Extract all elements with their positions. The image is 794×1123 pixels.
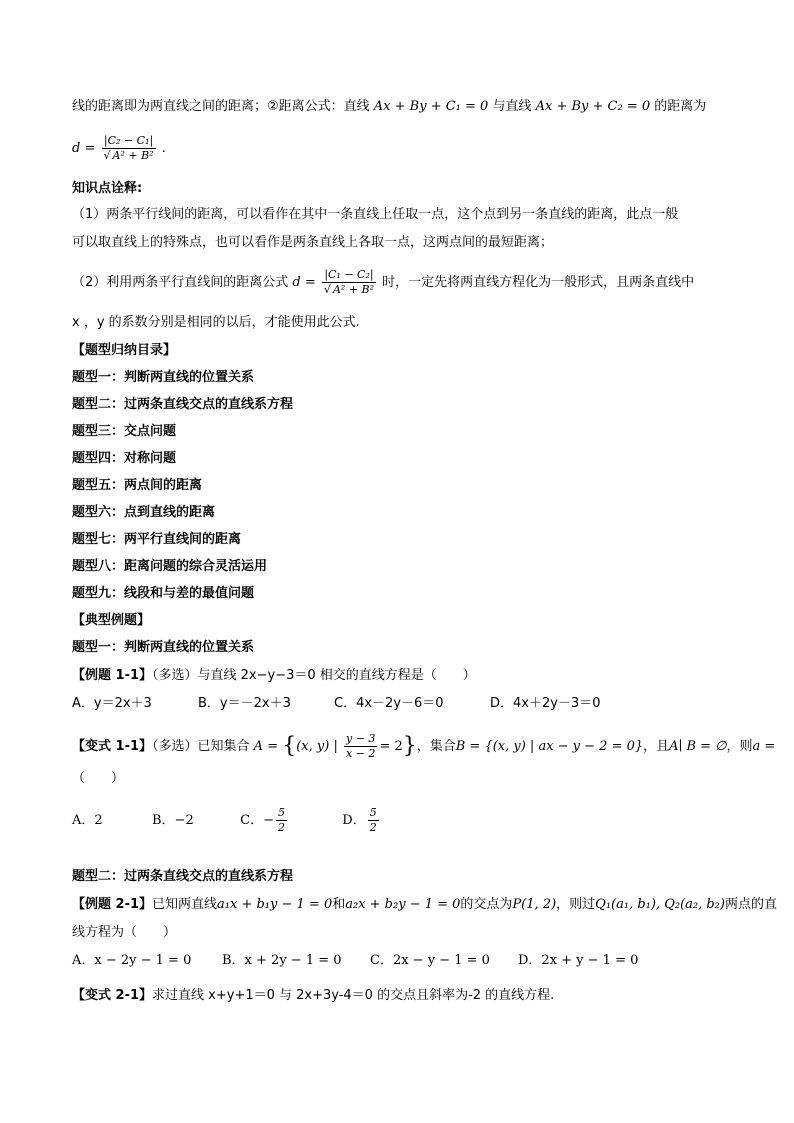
fraction-numerator: 5 <box>369 806 377 819</box>
notes-p2-l1 <box>72 268 694 297</box>
notes-title: 知识点诠释: <box>72 181 143 196</box>
formula-denominator: √ A² + B² <box>323 283 374 296</box>
option-c: C．2x − y − 1 = 0 <box>370 953 490 968</box>
example-text: 和 <box>332 897 346 912</box>
variant-1-1-paren: （ ） <box>72 771 125 786</box>
example-2-1 <box>72 896 777 914</box>
notes-p1-l1: （1）两条平行线间的距离，可以看作在其中一条直线上任取一点，这个点到另一条直线的距离，此点一般 <box>72 207 679 222</box>
unknown-a: a = <box>752 739 776 754</box>
variant-text: ，则 <box>726 739 753 754</box>
formula-fraction <box>102 134 156 163</box>
point-p: P(1, 2) <box>512 897 557 912</box>
line-equation-2: Ax + By + C₂ = 0 <box>535 99 651 114</box>
period: . <box>161 141 166 156</box>
fraction-numerator: y − 3 <box>345 732 376 745</box>
toc-item: 题型八：距离问题的综合灵活运用 <box>72 559 268 574</box>
formula-lhs: d = <box>72 141 96 156</box>
formula-lhs: d = <box>292 275 316 290</box>
toc-item: 题型三：交点问题 <box>72 424 177 439</box>
example-label: 【例题 1-1】 <box>72 668 153 683</box>
option-d: D．4x＋2y－3＝0 <box>490 696 601 711</box>
toc-item: 题型一：判断两直线的位置关系 <box>72 370 255 385</box>
example-text: 已知两直线 <box>152 897 218 912</box>
notes-p2-l2: x ，y 的系数分别是相同的以后，才能使用此公式. <box>72 315 360 330</box>
example-1-1 <box>72 667 476 685</box>
example-text: 两点的直 <box>724 897 777 912</box>
distance-formula <box>72 134 166 163</box>
example-label: 【例题 2-1】 <box>72 897 153 912</box>
notes-text: （2）利用两条平行直线间的距离公式 <box>72 275 289 290</box>
variant-text: （多选）已知集合 <box>152 739 250 754</box>
variant-text: ，且 <box>643 739 670 754</box>
option-c-fraction <box>276 806 287 835</box>
sqrt-content: A² + B² <box>332 283 374 296</box>
points-q: Q₁(a₁, b₁), Q₂(a₂, b₂) <box>595 897 725 912</box>
variant-text: ，集合 <box>416 739 456 754</box>
example-1-1-options <box>72 695 600 713</box>
fraction-denominator: 2 <box>369 821 377 834</box>
toc-item: 题型九：线段和与差的最值问题 <box>72 586 255 601</box>
option-a: A．x − 2y − 1 = 0 <box>72 953 192 968</box>
example-2-1-options <box>72 952 638 970</box>
set-b: B = {(x, y) | ax − y − 2 = 0} <box>455 739 644 754</box>
option-a: A．2 <box>72 813 103 828</box>
variant-text: 求过直线 x+y+1＝0 与 2x+3y-4＝0 的交点且斜率为-2 的直线方程. <box>152 988 555 1003</box>
brace-open: { <box>282 733 297 759</box>
option-c <box>240 806 338 835</box>
variant-2-1 <box>72 987 554 1005</box>
section-title-1: 题型一：判断两直线的位置关系 <box>72 640 255 655</box>
intro-line-1 <box>72 98 706 116</box>
set-a: A = <box>253 739 279 754</box>
fraction-denominator: 2 <box>277 821 285 834</box>
toc-item: 题型七：两平行直线间的距离 <box>72 532 242 547</box>
option-b: B．x + 2y − 1 = 0 <box>222 953 342 968</box>
formula-numerator: |C₂ − C₁| <box>102 134 156 149</box>
brace-close: } <box>402 733 417 759</box>
toc-item: 题型五：两点间的距离 <box>72 478 203 493</box>
example-text: （多选）与直线 2x−y−3＝0 相交的直线方程是（ ） <box>152 668 476 683</box>
sqrt-content: A² + B² <box>112 149 154 162</box>
option-d: D．2x + y − 1 = 0 <box>518 953 639 968</box>
notes-text: 时，一定先将两直线方程化为一般形式，且两条直线中 <box>382 275 695 290</box>
fraction-numerator: 5 <box>277 806 285 819</box>
example-text: ，则过 <box>556 897 596 912</box>
option-a: A．y＝2x＋3 <box>72 696 152 711</box>
option-d-label: D． <box>342 813 366 828</box>
variant-1-1-options <box>72 806 381 835</box>
example-text: 的交点为 <box>460 897 513 912</box>
variant-1-1 <box>72 732 775 761</box>
intro-text: 线的距离即为两直线之间的距离；②距离公式：直线 <box>72 99 370 114</box>
formula-denominator: √ A² + B² <box>103 149 154 162</box>
toc-title: 【题型归纳目录】 <box>72 343 177 358</box>
intro-text: 与直线 <box>492 99 532 114</box>
line-equation-1: Ax + By + C₁ = 0 <box>373 99 489 114</box>
intro-text: 的距离为 <box>654 99 707 114</box>
line-equation-2: a₂x + b₂y − 1 = 0 <box>345 897 461 912</box>
line-equation-1: a₁x + b₁y − 1 = 0 <box>217 897 333 912</box>
fraction-denominator: x − 2 <box>345 747 376 760</box>
set-condition: A∣ B = ∅ <box>669 739 727 754</box>
variant-label: 【变式 1-1】 <box>72 739 153 754</box>
option-d <box>342 806 380 835</box>
formula-fraction <box>322 268 376 297</box>
set-a-fraction <box>344 732 377 761</box>
toc-item: 题型六：点到直线的距离 <box>72 505 216 520</box>
option-d-fraction <box>368 806 379 835</box>
option-b: B．y＝－2x＋3 <box>198 696 291 711</box>
option-b: B．−2 <box>152 813 194 828</box>
option-c-label: C．− <box>240 813 274 828</box>
formula-numerator: |C₁ − C₂| <box>322 268 376 283</box>
set-a-element: (x, y) | <box>296 739 338 754</box>
fraction-eq: = 2 <box>379 739 403 754</box>
variant-label: 【变式 2-1】 <box>72 988 153 1003</box>
notes-p1-l2: 可以取直线上的特殊点，也可以看作是两条直线上各取一点，这两点间的最短距离； <box>72 235 554 250</box>
toc-item: 题型四：对称问题 <box>72 451 177 466</box>
example-2-1-l2: 线方程为（ ） <box>72 925 177 940</box>
toc-item: 题型二：过两条直线交点的直线系方程 <box>72 397 294 412</box>
examples-title: 【典型例题】 <box>72 613 151 628</box>
option-c: C．4x－2y－6＝0 <box>334 696 444 711</box>
section-title-2: 题型二：过两条直线交点的直线系方程 <box>72 869 294 884</box>
